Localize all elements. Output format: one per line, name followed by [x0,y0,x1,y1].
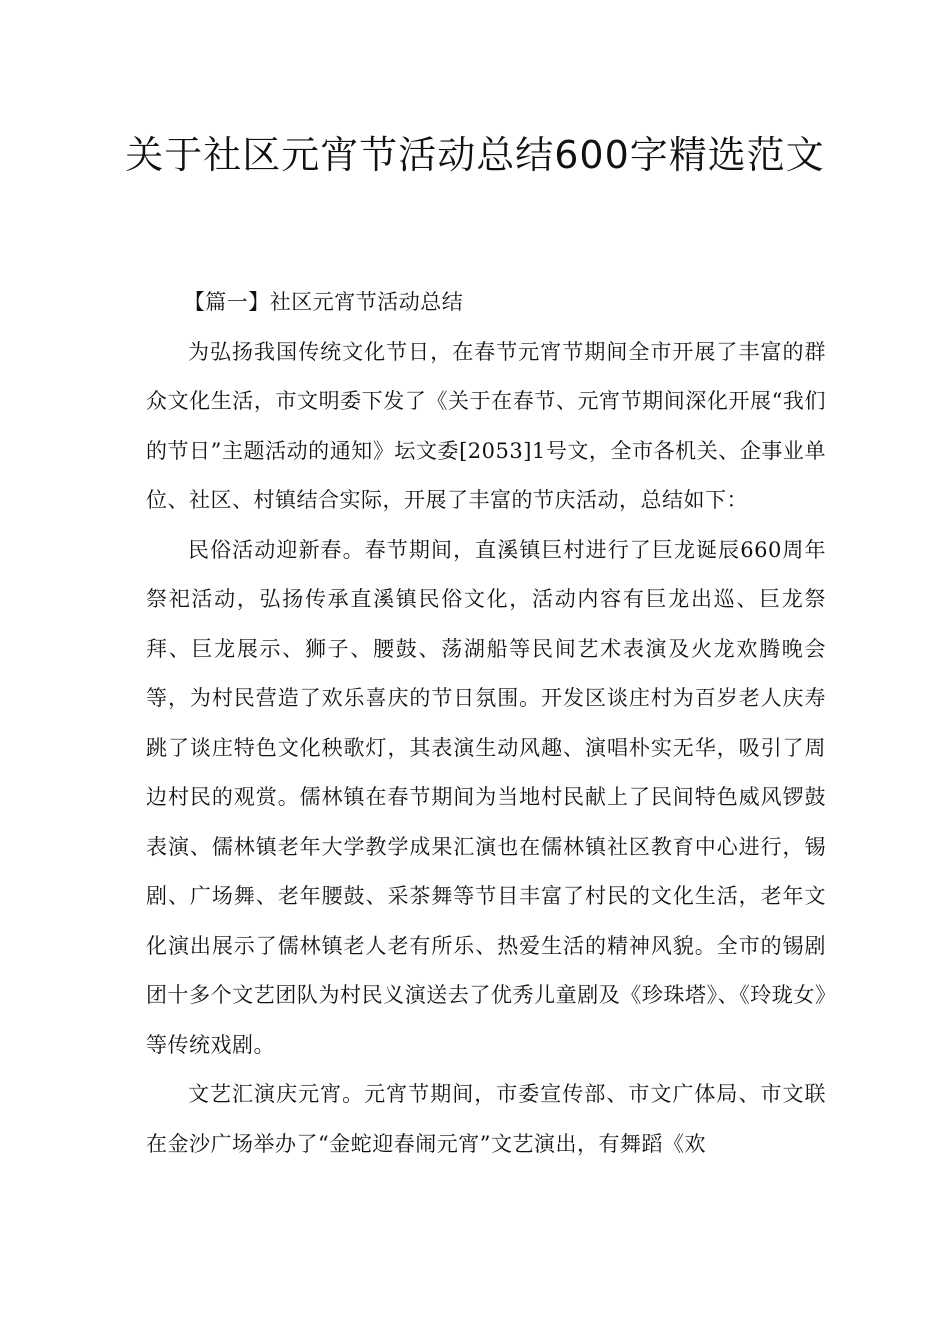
paragraph-intro: 为弘扬我国传统文化节日，在春节元宵节期间全市开展了丰富的群众文化生活，市文明委下发了《关于在春节、元宵节期间深化开展“我们的节日”主题活动的通知》坛文委[2053]1号文，全市各机关、企事业单位、社区、村镇结合实际，开展了丰富的节庆活动，总结如下： [146,339,826,512]
paragraph-folk-activities: 民俗活动迎新春。春节期间，直溪镇巨村进行了巨龙诞辰660周年祭祀活动，弘扬传承直溪镇民俗文化，活动内容有巨龙出巡、巨龙祭拜、巨龙展示、狮子、腰鼓、荡湖船等民间艺术表演及火龙欢腾晚会等，为村民营造了欢乐喜庆的节日氛围。开发区谈庄村为百岁老人庆寿跳了谈庄特色文化秧歌灯，其表演生动风趣、演唱朴实无华，吸引了周边村民的观赏。儒林镇在春节期间为当地村民献上了民间特色威风锣鼓表演、儒林镇老年大学教学成果汇演也在儒林镇社区教育中心进行，锡剧、广场舞、老年腰鼓、采茶舞等节目丰富了村民的文化生活，老年文化演出展示了儒林镇老人老有所乐、热爱生活的精神风貌。全市的锡剧团十多个文艺团队为村民义演送去了优秀儿童剧及《珍珠塔》、《玲珑女》等传统戏剧。 [146,537,826,1057]
document-body [146,278,826,1169]
paragraph-art-performance: 文艺汇演庆元宵。元宵节期间，市委宣传部、市文广体局、市文联在金沙广场举办了“金蛇迎春闹元宵”文艺演出，有舞蹈《欢 [146,1082,826,1156]
document-title: 关于社区元宵节活动总结600字精选范文 [125,133,825,177]
section-heading: 【篇一】社区元宵节活动总结 [183,290,464,314]
